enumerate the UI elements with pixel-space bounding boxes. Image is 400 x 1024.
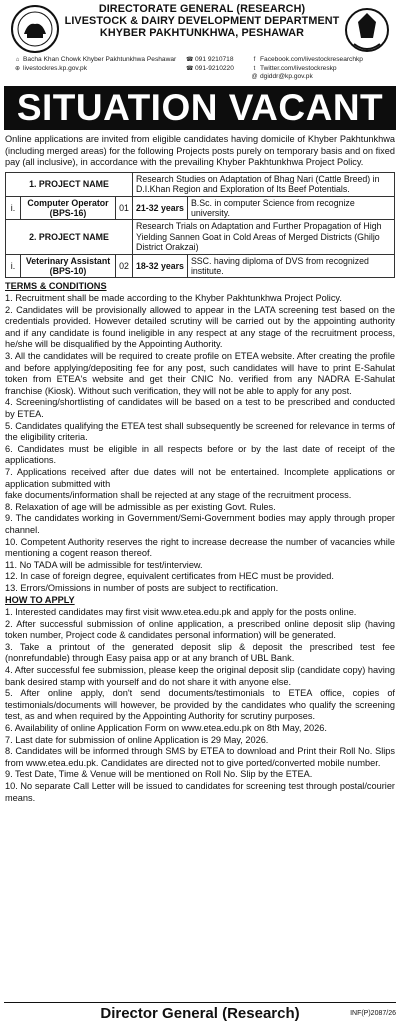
list-item: 11. No TADA will be admissible for test/interview. xyxy=(5,559,203,570)
project-row xyxy=(6,172,395,196)
list-item: 5. Candidates qualifying the ETEA test shall subsequently be screened for relevance in terms of the eligibility criteria. xyxy=(5,420,395,443)
list-item: 2. After successful submission of online application, a prescribed online deposit slip (having token number, Project code & candidates personal information) will be generated. xyxy=(5,618,395,641)
apply-list xyxy=(5,607,395,804)
list-item: 7. Last date for submission of online Application is 29 May, 2026. xyxy=(5,734,269,745)
apply-heading: HOW TO APPLY xyxy=(5,595,75,606)
list-item: fake documents/information shall be rejected at any stage of the recruitment process. xyxy=(5,490,352,501)
list-item: 7. Applications received after due dates will not be entertained. Incomplete applications or application submitted with xyxy=(5,466,395,489)
location-icon: ⌂ xyxy=(15,57,20,63)
post-title-text: Veterinary Assistant xyxy=(25,255,111,266)
list-item: 6. Availability of online Application Form on www.etea.edu.pk on 8th May, 2026. xyxy=(5,723,327,733)
project-name: Research Trials on Adaptation and Further Propagation of High Yielding Sannen Goat in Cold Areas of Merged Districts (Ghiljo District Orakzai) xyxy=(133,220,395,254)
website-text: livestockres.kp.gov.pk xyxy=(23,64,88,72)
list-item: 4. After successful fee submission, please keep the original deposit slip (candidate copy) having bank desired stamp with yourself and do not share it with anyone else. xyxy=(5,665,395,687)
post-bps: (BPS-16) xyxy=(49,208,87,218)
project-name: Research Studies on Adaptation of Bhag Nari (Cattle Breed) in D.I.Khan Region and Exploration of Its Beef Potentials. xyxy=(133,172,395,196)
terms-heading: TERMS & CONDITIONS xyxy=(5,281,107,292)
list-item: 3. Take a printout of the generated deposit slip & deposit the prescribed test fee (nonrefundable) through Easy paisa app or at any branch of UBL Bank. xyxy=(5,641,395,664)
list-item: 10. Competent Authority reserves the right to increase decrease the number of vacancies while mentioning a cogent reason thereof. xyxy=(5,536,395,559)
list-item: 5. After online apply, don't send documents/testimonials to ETEA office, copies of testimonials/documents will however, be provided by the candidates who qualify the screening test, as and when required by the Appointing Authority for scrutiny purposes. xyxy=(5,688,395,722)
post-row xyxy=(6,254,395,278)
header-line-3: KHYBER PAKHTUNKHWA, PESHAWAR xyxy=(99,27,305,39)
list-item: 8. Relaxation of age will be admissible as per existing Govt. Rules. xyxy=(5,501,276,512)
project-label: 2. PROJECT NAME xyxy=(6,220,133,254)
advertisement-body xyxy=(5,134,395,804)
post-bps: (BPS-10) xyxy=(49,266,87,277)
post-qualification: B.Sc. in computer Science from recognize university. xyxy=(187,196,394,220)
signatory-title: Director General (Research) xyxy=(100,1005,300,1022)
header-line-2: LIVESTOCK & DAIRY DEVELOPMENT DEPARTMENT xyxy=(64,15,340,27)
post-title-text: Computer Operator xyxy=(27,197,109,208)
post-age: 21-32 years xyxy=(133,196,188,220)
footer-divider xyxy=(4,1002,396,1003)
terms-list xyxy=(5,293,395,594)
header-line-1: DIRECTORATE GENERAL (RESEARCH) xyxy=(98,3,306,15)
phone-icon: ☎ xyxy=(186,57,194,63)
footer xyxy=(4,1002,396,1024)
inf-code: INF(P)2087/26 xyxy=(350,1010,396,1017)
list-item: 12. In case of foreign degree, equivalent certificates from HEC must be provided. xyxy=(5,571,334,582)
projects-table xyxy=(5,172,395,279)
facebook-icon: f xyxy=(253,57,256,63)
list-item: 1. Recruitment shall be made according to the Khyber Pakhtunkhwa Project Policy. xyxy=(5,293,342,304)
post-title xyxy=(21,254,116,278)
globe-icon: ⊕ xyxy=(14,65,21,72)
post-index: i. xyxy=(6,196,21,220)
situation-vacant-banner: SITUATION VACANT xyxy=(4,86,396,130)
project-row xyxy=(6,220,395,254)
twitter-icon: t xyxy=(253,65,256,72)
address-text: Bacha Khan Chowk Khyber Pakhtunkhwa Peshawar xyxy=(23,56,177,63)
header xyxy=(4,0,396,80)
post-title xyxy=(21,196,116,220)
intro-paragraph: Online applications are invited from eligible candidates having domicile of Khyber Pakhtunkhwa (including merged areas) for the following Projects posts purely on temporary basis and on fixed pay (all inclusive), in accordance with the prevailing Khyber Pakhtunkhwa Project Policy. xyxy=(5,134,395,168)
list-item: 4. Screening/shortlisting of candidates will be based on a test to be prescribed and conducted by ETEA. xyxy=(5,397,395,419)
phone-1: 091 9210718 xyxy=(195,56,234,63)
list-item: 2. Candidates will be provisionally allowed to appear in the LATA screening test based on the credentials provided. However detailed scrutiny will be carried out by the appointing authority and if any candidate is found ineligible in any respect at any stage of the recruitment process, he/she will be disqualified by the Appointing Authority. xyxy=(5,304,395,350)
department-logo-icon xyxy=(10,4,60,54)
list-item: 9. Test Date, Time & Venue will be mentioned on Roll No. Slip by the ETEA. xyxy=(5,769,313,780)
post-quantity: 01 xyxy=(116,196,133,220)
fax-icon: ☎ xyxy=(186,65,194,72)
post-row xyxy=(6,196,395,220)
post-index: i. xyxy=(6,254,21,278)
post-quantity: 02 xyxy=(116,254,133,278)
list-item: 13. Errors/Omissions in number of posts are subject to rectification. xyxy=(5,582,279,593)
email-icon: @ xyxy=(251,74,258,80)
email-text: dgiddr@kp.gov.pk xyxy=(260,73,313,80)
post-age: 18-32 years xyxy=(133,254,188,278)
twitter-text: Twitter.com/livestockreskp xyxy=(260,64,337,72)
list-item: 6. Candidates must be eligible in all respects before or by the last date of receipt of the applications. xyxy=(5,443,395,466)
facebook-text: Facebook.com/livestockresearchkp xyxy=(260,56,363,63)
project-label: 1. PROJECT NAME xyxy=(6,172,133,196)
list-item: 1. Interested candidates may first visit www.etea.edu.pk and apply for the posts online. xyxy=(5,607,357,618)
list-item: 9. The candidates working in Government/Semi-Government bodies may apply through proper channel. xyxy=(5,513,395,535)
contact-info xyxy=(4,56,396,82)
government-seal-icon xyxy=(344,4,390,56)
list-item: 3. All the candidates will be required to create profile on ETEA website. After creating the profile and before applying/depositing fee for any post, such candidates will have to print E-Sahulat token from ETEA's website and get their CNIC No. verified from any NADRA E-Sahulat franchise (Kiosk). Without such verification, they will not be able to apply for any post. xyxy=(5,351,395,396)
post-qualification: SSC. having diploma of DVS from recognized institute. xyxy=(187,254,394,278)
list-item: 8. Candidates will be informed through SMS by ETEA to download and Print their Roll No. Slips from www.etea.edu.pk. Candidates are directed not to give ported/converted mobile number. xyxy=(5,746,395,768)
list-item: 10. No separate Call Letter will be issued to candidates for screening test through postal/courier means. xyxy=(5,780,395,803)
phone-2: 091-9210220 xyxy=(195,64,234,72)
